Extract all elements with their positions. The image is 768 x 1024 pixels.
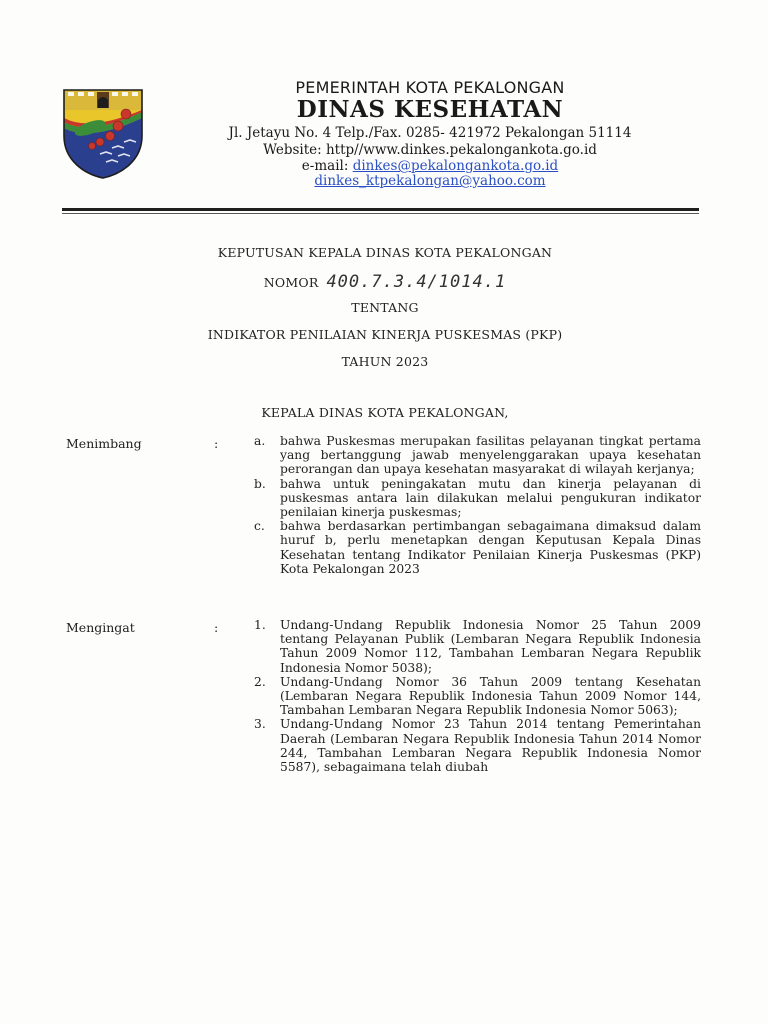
government-name: PEMERINTAH KOTA PEKALONGAN <box>295 78 565 97</box>
decree-subject: INDIKATOR PENILAIAN KINERJA PUSKESMAS (PKP) <box>207 327 563 342</box>
letterhead-divider <box>62 208 699 211</box>
list-marker: b. <box>254 476 266 491</box>
list-item-text: bahwa Puskesmas merupakan fasilitas pelayanan tingkat pertama yang bertanggung jawab menyelenggarakan upaya kesehatan perorangan dan upaya kesehatan masyarakat di wilayah kerjanya; <box>280 434 701 477</box>
mengingat-label: Mengingat <box>66 620 135 635</box>
decree-title: KEPUTUSAN KEPALA DINAS KOTA PEKALONGAN <box>217 245 553 260</box>
email-label: e-mail: <box>301 158 353 174</box>
decree-tentang: TENTANG <box>351 300 419 315</box>
list-item-text: Undang-Undang Nomor 36 Tahun 2009 tentang Kesehatan (Lembaran Negara Republik Indonesia Tahun 2009 Nomor 144, Tambahan Lembaran Negara Republik Indonesia Nomor 5063); <box>280 674 701 718</box>
city-emblem-icon <box>60 84 146 180</box>
list-marker: 2. <box>254 674 266 689</box>
list-marker: 3. <box>254 717 266 732</box>
list-item <box>254 434 701 477</box>
decree-year: TAHUN 2023 <box>341 354 429 369</box>
mengingat-list <box>254 618 701 774</box>
agency-name: DINAS KESEHATAN <box>296 96 564 123</box>
list-marker: c. <box>254 519 265 534</box>
decree-issuer: KEPALA DINAS KOTA PEKALONGAN, <box>261 405 509 420</box>
list-item-text: bahwa untuk peningakatan mutu dan kinerja pelayanan di puskesmas antara lain dilakukan melalui pengukuran indikator penilaian kinerja puskesmas; <box>280 476 701 520</box>
agency-email-line-2 <box>170 173 690 189</box>
decree-number-line <box>150 272 620 292</box>
menimbang-list <box>254 434 701 576</box>
list-item <box>254 717 701 774</box>
agency-website: Website: http//www.dinkes.pekalongankota.go.id <box>263 142 597 158</box>
list-item-text: Undang-Undang Republik Indonesia Nomor 25 Tahun 2009 tentang Pelayanan Publik (Lembaran Negara Republik Indonesia Tahun 2009 Nomor 112, Tambahan Lembaran Negara Republik Indonesia Nomor 5038); <box>280 618 701 675</box>
menimbang-colon: : <box>214 436 219 451</box>
list-item <box>254 477 701 520</box>
email-link-secondary[interactable]: dinkes_ktpekalongan@yahoo.com <box>314 173 546 189</box>
list-item <box>254 519 701 576</box>
decree-number-value: 400.7.3.4/1014.1 <box>326 272 507 292</box>
decree-number-label: NOMOR <box>263 275 319 290</box>
menimbang-label: Menimbang <box>66 436 142 451</box>
letterhead-divider-thin <box>62 213 699 214</box>
list-item-text: bahwa berdasarkan pertimbangan sebagaimana dimaksud dalam huruf b, perlu menetapkan dengan Keputusan Kepala Dinas Kesehatan tentang Indikator Penilaian Kinerja Puskesmas (PKP) Kota Pekalongan 2023 <box>280 519 701 576</box>
list-item <box>254 675 701 718</box>
list-item <box>254 618 701 675</box>
agency-email-line <box>170 158 690 174</box>
mengingat-colon: : <box>214 620 219 635</box>
list-marker: 1. <box>254 618 266 632</box>
email-link-primary[interactable]: dinkes@pekalongankota.go.id <box>352 158 559 174</box>
list-item-text: Undang-Undang Nomor 23 Tahun 2014 tentang Pemerintahan Daerah (Lembaran Negara Republik Indonesia Tahun 2014 Nomor 244, Tambahan Lembaran Negara Republik Indonesia Nomor 5587), sebagaimana telah diubah <box>280 717 701 775</box>
agency-address: Jl. Jetayu No. 4 Telp./Fax. 0285- 421972 Pekalongan 51114 <box>228 125 632 141</box>
list-marker: a. <box>254 434 266 448</box>
